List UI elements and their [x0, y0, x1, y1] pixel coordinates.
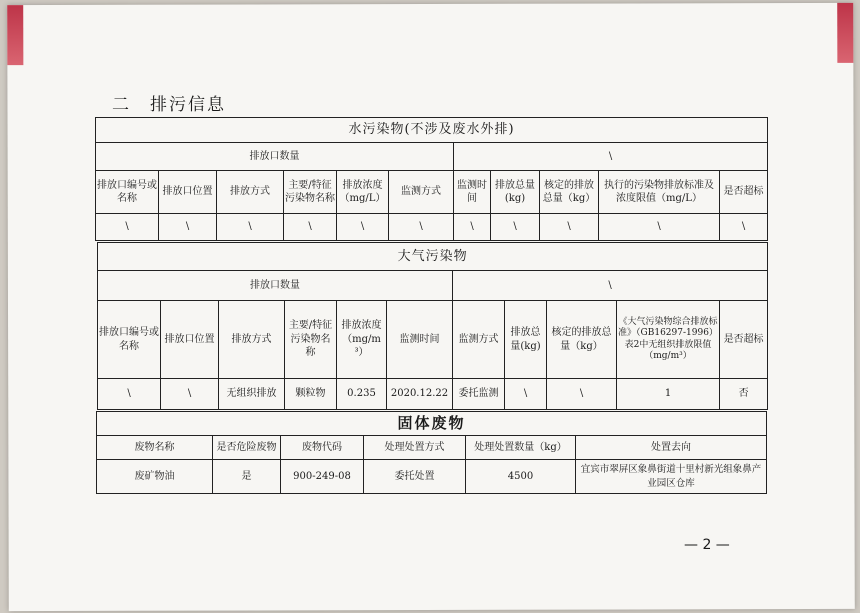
air-cell: 颗粒物	[285, 379, 337, 410]
water-header: 执行的污染物排放标准及浓度限值（mg/L）	[599, 171, 720, 214]
water-cell: \	[599, 214, 720, 241]
air-header: 排放总量(kg)	[505, 301, 547, 379]
water-header: 监测方式	[389, 171, 454, 214]
solid-cell: 废矿物油	[97, 460, 213, 494]
solid-header: 处理处置数量（kg）	[466, 436, 576, 460]
water-cell: \	[337, 214, 389, 241]
water-header: 排放浓度（mg/L）	[337, 171, 389, 214]
water-header: 主要/特征污染物名称	[284, 171, 337, 214]
water-cell: \	[96, 214, 159, 241]
water-header: 核定的排放总量（kg）	[540, 171, 599, 214]
solid-waste-table	[96, 411, 767, 494]
solid-cell: 900-249-08	[281, 460, 364, 494]
water-header: 是否超标	[720, 171, 768, 214]
water-header: 排放总量(kg)	[491, 171, 540, 214]
solid-header: 处理处置方式	[364, 436, 466, 460]
air-cell: 委托监测	[453, 379, 505, 410]
air-outlet-count-value: \	[453, 271, 768, 301]
solid-header: 废物名称	[97, 436, 213, 460]
water-title: 水污染物(不涉及废水外排)	[96, 118, 768, 143]
solid-title: 固体废物	[97, 412, 767, 436]
water-outlet-count-value: \	[454, 143, 768, 171]
air-header: 核定的排放总量（kg）	[547, 301, 617, 379]
air-cell: 0.235	[337, 379, 387, 410]
solid-cell: 委托处置	[364, 460, 466, 494]
water-cell: \	[720, 214, 768, 241]
air-header: 排放浓度（mg/m³）	[337, 301, 387, 379]
solid-header: 废物代码	[281, 436, 364, 460]
solid-header: 是否危险废物	[213, 436, 281, 460]
water-cell: \	[159, 214, 217, 241]
air-header: 《大气污染物综合排放标准》（GB16297-1996）表2中无组织排放限值（mg/m³）	[617, 301, 720, 379]
air-header: 排放方式	[219, 301, 285, 379]
water-cell: \	[217, 214, 284, 241]
air-cell: 无组织排放	[219, 379, 285, 410]
air-cell: 2020.12.22	[387, 379, 453, 410]
air-header: 排放口位置	[161, 301, 219, 379]
section-heading: 二 排污信息	[112, 95, 226, 115]
water-cell: \	[454, 214, 491, 241]
air-header: 监测时间	[387, 301, 453, 379]
solid-cell: 4500	[466, 460, 576, 494]
water-cell: \	[389, 214, 454, 241]
water-cell: \	[540, 214, 599, 241]
air-cell: \	[547, 379, 617, 410]
air-cell: 否	[720, 379, 768, 410]
water-header: 监测时间	[454, 171, 491, 214]
page-number: — 2 —	[684, 537, 730, 553]
solid-cell: 宜宾市翠屏区象鼻街道十里村新光组象鼻产业园区仓库	[576, 460, 767, 494]
air-header: 主要/特征污染物名称	[285, 301, 337, 379]
air-cell: \	[98, 379, 161, 410]
water-cell: \	[284, 214, 337, 241]
air-cell: \	[161, 379, 219, 410]
binding-mark-right	[837, 3, 853, 63]
air-header: 排放口编号或名称	[98, 301, 161, 379]
water-header: 排放口编号或名称	[96, 171, 159, 214]
air-header: 是否超标	[720, 301, 768, 379]
air-outlet-count-label: 排放口数量	[98, 271, 453, 301]
water-pollutants-table	[95, 117, 768, 241]
water-header: 排放口位置	[159, 171, 217, 214]
air-cell: 1	[617, 379, 720, 410]
water-cell: \	[491, 214, 540, 241]
air-title: 大气污染物	[98, 243, 768, 271]
solid-cell: 是	[213, 460, 281, 494]
air-cell: \	[505, 379, 547, 410]
air-pollutants-table	[97, 242, 768, 410]
solid-header: 处置去向	[576, 436, 767, 460]
binding-mark-left	[7, 5, 23, 65]
water-outlet-count-label: 排放口数量	[96, 143, 454, 171]
air-header: 监测方式	[453, 301, 505, 379]
water-header: 排放方式	[217, 171, 284, 214]
